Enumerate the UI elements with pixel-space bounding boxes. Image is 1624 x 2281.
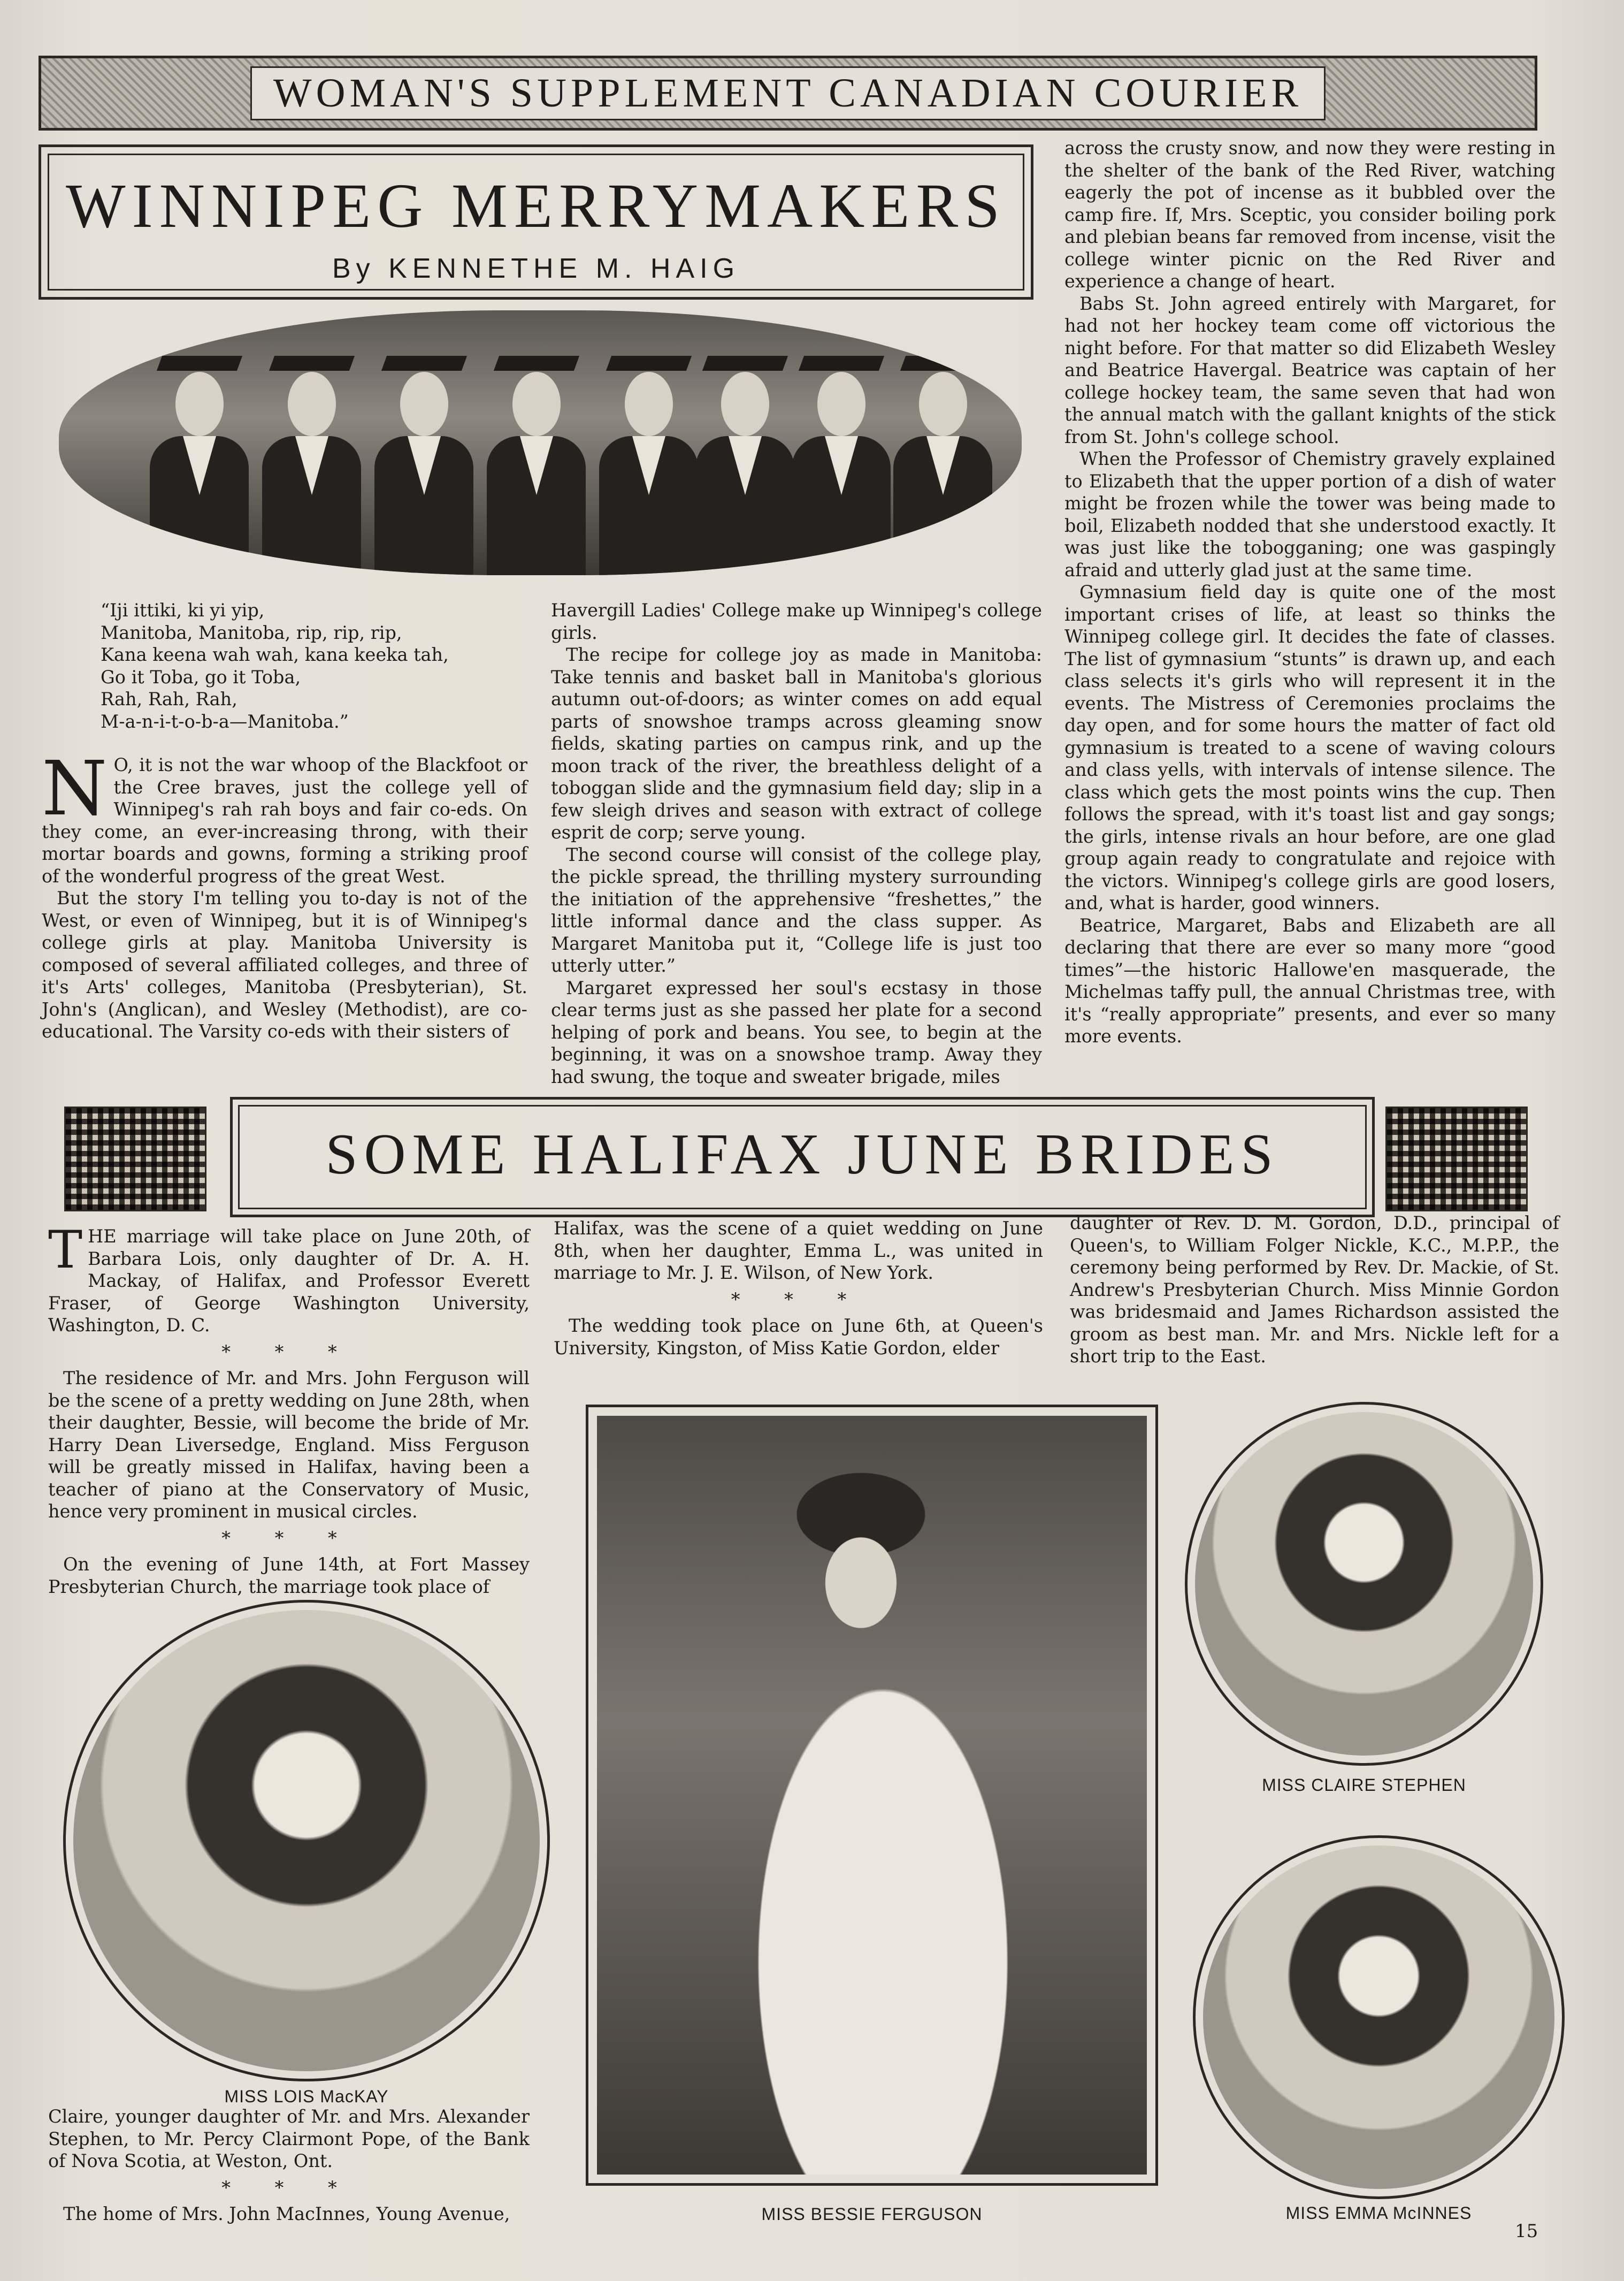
article1-paragraph: Beatrice, Margaret, Babs and Elizabeth are all declaring that there are ever so many more “good times”—the historic Hallowe'en masquerade, the Michelmas taffy pull, the annual Christmas tree, with it's “really appropriate” presents, and ever so many more events. bbox=[1064, 914, 1556, 1047]
portrait-bessie-ferguson bbox=[586, 1405, 1158, 2186]
article1-paragraph: The second course will consist of the college play, the pickle spread, the thrilling mystery surrounding the initiation of the apprehensive “freshettes,” the little informal dance and the class supper. As Margaret Manitoba put it, “College life is just too utterly utter.” bbox=[551, 844, 1042, 976]
article1-paragraph: When the Professor of Chemistry gravely explained to Elizabeth that the upper portion of a dish of water might be frozen while the tower was being made to boil, Elizabeth nodded that she understood exactly. It was just like the tobogganing; one was gaspingly afraid and utterly glad just at the same time. bbox=[1064, 448, 1556, 581]
article1-column-2 bbox=[551, 599, 1042, 1088]
article-byline: By KENNETHE M. HAIG bbox=[332, 253, 740, 284]
article1-paragraph: Babs St. John agreed entirely with Margaret, for had not her hockey team come off victorious the night before. For that matter so did Elizabeth Wesley and Beatrice Havergal. Beatrice was captain of her college hockey team, the same seven that had won the annual match with the gallant knights of the stick from St. John's college school. bbox=[1064, 293, 1556, 447]
article2-paragraph: daughter of Rev. D. M. Gordon, D.D., principal of Queen's, to William Folger Nickle, K.C., M.P.P., the ceremony being performed by Rev. Dr. Mackie, of St. Andrew's Presbyterian Church. Miss Minnie Gordon was bridesmaid and James Richardson assisted the groom as best man. Mr. and Mrs. Nickle left for a short trip to the East. bbox=[1070, 1212, 1559, 1367]
article2-paragraph: On the evening of June 14th, at Fort Massey Presbyterian Church, the marriage took place of bbox=[48, 1554, 530, 1597]
article1-paragraph: Margaret expressed her soul's ecstasy in those clear terms just as she passed her plate for a second helping of pork and beans. You see, to begin at the beginning, it was on a snowshoe tramp. Away they had swung, the toque and sweater brigade, miles bbox=[551, 977, 1042, 1087]
drop-cap: T bbox=[48, 1220, 83, 1280]
right-ornament bbox=[1385, 1107, 1528, 1211]
article2-column-1-continued bbox=[48, 2105, 530, 2225]
article1-column-3 bbox=[1064, 137, 1556, 1048]
portrait-claire-stephen bbox=[1185, 1402, 1543, 1766]
article1-paragraph: But the story I'm telling you to-day is not of the West, or even of Winnipeg, but it is of Winnipeg's college girls at play. Manitoba University is composed of several affiliated colleges, and three of it's Arts' colleges, Manitoba (Presbyterian), St. John's (Anglican), and Wesley (Methodist), are co-educational. The Varsity co-eds with their sisters of bbox=[42, 888, 527, 1042]
article-title-box bbox=[39, 144, 1033, 300]
article2-paragraph: Halifax, was the scene of a quiet wedding on June 8th, when her daughter, Emma L., was united in marriage to Mr. J. E. Wilson, of New York. bbox=[554, 1218, 1043, 1283]
article2-paragraph: The home of Mrs. John MacInnes, Young Avenue, bbox=[63, 2203, 510, 2224]
section-divider: * * * bbox=[221, 1527, 356, 1548]
article2-title: SOME HALIFAX JUNE BRIDES bbox=[238, 1105, 1367, 1209]
caption-emma-mcinnes: MISS EMMA McINNES bbox=[1285, 2203, 1472, 2223]
article2-paragraph: Claire, younger daughter of Mr. and Mrs. Alexander Stephen, to Mr. Percy Clairmont Pope, of the Bank of Nova Scotia, at Weston, Ont. bbox=[48, 2106, 530, 2171]
article2-title-box bbox=[230, 1097, 1375, 1217]
article2-paragraph: THE marriage will take place on June 20th, of Barbara Lois, only daughter of Dr. A. H. Mackay, of Halifax, and Professor Everett Fraser, of George Washington University, Washington, D. C. bbox=[48, 1220, 530, 1336]
caption-lois-mackay: MISS LOIS MacKAY bbox=[224, 2087, 389, 2106]
article1-paragraph: N O, it is not the war whoop of the Blackfoot or the Cree braves, just the college yell of Winnipeg's rah rah boys and fair co-eds. On they come, an ever-increasing throng, with their mortar boards and gowns, forming a striking proof of the wonderful progress of the great West. bbox=[42, 745, 527, 887]
page-number: 15 bbox=[1515, 2221, 1538, 2242]
article1-paragraph: across the crusty snow, and now they were resting in the shelter of the bank of the Red River, watching eagerly the pot of incense as it bubbled over the camp fire. If, Mrs. Sceptic, you consider boiling pork and plebian beans far removed from incense, visit the college winter picnic on the Red River and experience a change of heart. bbox=[1064, 138, 1556, 292]
article2-column-2 bbox=[554, 1217, 1043, 1359]
masthead-banner bbox=[39, 56, 1537, 131]
article1-paragraph: Gymnasium field day is quite one of the most important crises of life, at least so thinks the Winnipeg college girl. It decides the fate of classes. The list of gymnasium “stunts” is drawn up, and each class selects it's girls who will represent it in the events. The Mistress of Ceremonies proclaims the day open, and for some hours the matter of fact old gymnasium is treated to a scene of waving colours and class yells, with intervals of intense silence. The class which gets the most points wins the cup. Then follows the spread, with it's toast list and gay songs; the girls, intense rivals an hour before, are one glad group again ready to congratulate and rejoice with the victors. Winnipeg's college girls are good losers, and, what is harder, good winners. bbox=[1064, 582, 1556, 913]
article2-column-3 bbox=[1070, 1212, 1559, 1368]
portrait-lois-mackay bbox=[63, 1600, 550, 2081]
left-ornament bbox=[64, 1107, 206, 1211]
article2-title-banner bbox=[64, 1097, 1530, 1217]
section-divider: * * * bbox=[221, 1341, 356, 1362]
article2-column-1 bbox=[48, 1220, 530, 1598]
article2-paragraph: The residence of Mr. and Mrs. John Ferguson will be the scene of a pretty wedding on June 28th, when their daughter, Bessie, will become the bride of Mr. Harry Dean Liversedge, England. Miss Ferguson will be greatly missed in Halifax, having been a teacher of piano at the Conservatory of Music, hence very prominent in musical circles. bbox=[48, 1368, 530, 1522]
article1-paragraph: Havergill Ladies' College make up Winnipeg's college girls. bbox=[551, 600, 1042, 643]
section-divider: * * * bbox=[221, 2177, 356, 2198]
article-title: WINNIPEG MERRYMAKERS bbox=[66, 171, 1006, 241]
section-divider: * * * bbox=[731, 1288, 866, 1310]
article1-column-1 bbox=[42, 599, 527, 1043]
article1-paragraph: The recipe for college joy as made in Manitoba: Take tennis and basket ball in Manitoba's glorious autumn out-of-doors; as winter comes on add equal parts of snowshoe tramps across gleaming snow fields, skating parties on campus rink, and up the moon track of the river, the breathless delight of a toboggan slide and the gymnasium field day; slip in a few sleigh drives and season with extract of college esprit de corp; serve young. bbox=[551, 644, 1042, 843]
portrait-emma-mcinnes bbox=[1193, 1835, 1565, 2199]
college-yell-poem: “Iji ittiki, ki yi yip, Manitoba, Manitoba, rip, rip, rip, Kana keena wah wah, kana keeka tah, Go it Toba, go it Toba, Rah, Rah, Rah, M-a-n-i-t-o-b-a—Manitoba.” bbox=[101, 600, 449, 732]
caption-claire-stephen: MISS CLAIRE STEPHEN bbox=[1262, 1775, 1466, 1795]
graduates-group-photo bbox=[59, 310, 1022, 575]
article2-paragraph: The wedding took place on June 6th, at Queen's University, Kingston, of Miss Katie Gordon, elder bbox=[554, 1315, 1043, 1359]
masthead-title: WOMAN'S SUPPLEMENT CANADIAN COURIER bbox=[250, 66, 1326, 120]
caption-bessie-ferguson: MISS BESSIE FERGUSON bbox=[761, 2204, 983, 2224]
drop-cap: N bbox=[42, 745, 108, 833]
